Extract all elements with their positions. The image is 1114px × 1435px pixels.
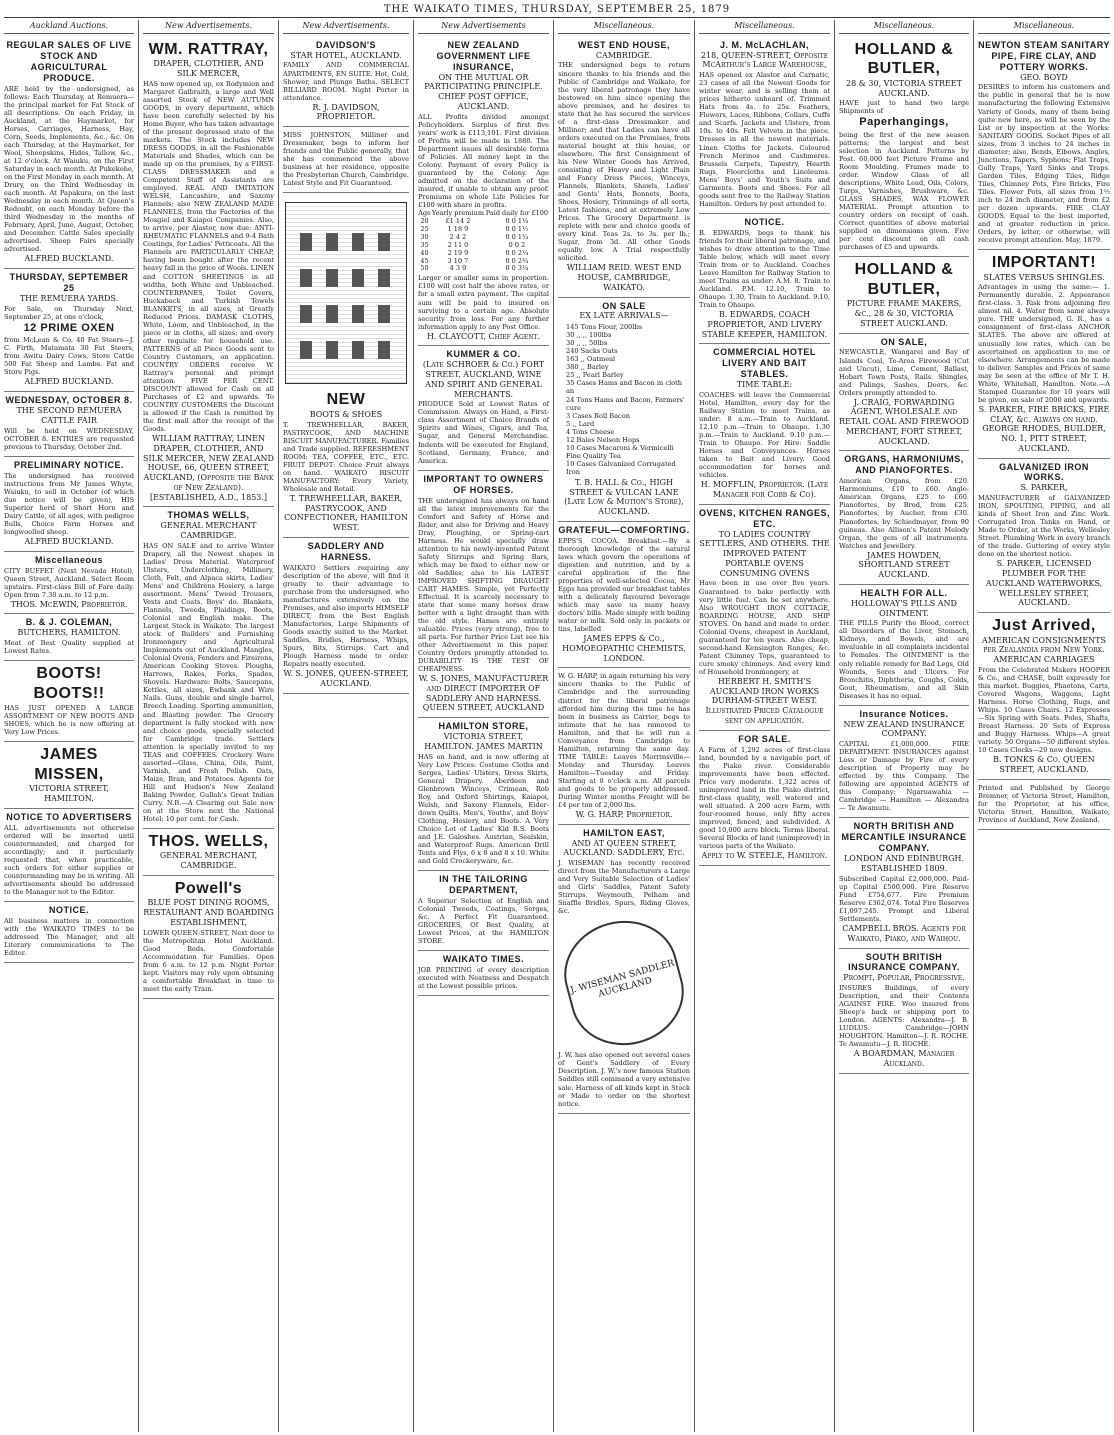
ad-signature: T. B. HALL & Co., HIGH STREET & VULCAN LANE (Late Low & Motion's Store), AUCKLAND.: [564, 477, 684, 517]
ad-body: PRODUCE Sold at Lowest Rates of Commission. Always on Hand, a First-class Assortment of Choice Brands of Spirits and Wines, Cigars, and Tea, Sugar, and General Merchandise. Indents will be executed for England, Scotland, Germany, France, and America.: [418, 400, 549, 465]
ad-signature: T. TREWHEELLAR, BAKER, PASTRYCOOK, AND CONFECTIONER, HAMILTON WEST.: [284, 493, 408, 533]
ad-title: HOLLAND & BUTLER,: [854, 40, 954, 78]
advertisement: [978, 780, 1110, 830]
ad-body: THE undersigned has always on hand all the latest improvements for the Comfort and Safety of Horse and Rider, and also for Driving and Heavy Dray, Ploughing, or Spring-cart Harness. He would specially draw attention to his newly-invented Patent Safety Stirrups and Spring Bars, which may be fixed to either new or old Saddles; also to his LATEST IMPROVED SHIFTING DRAUGHT CART HAMES. Simple, yet Perfectly Effectual. It is scarcely necessary to state that some many horses draw better with a light draught than with the old style. Hames are entirely valuable. Prices (very strong), free to all parts. For further Price List see his other Advertisement in this paper. Country Orders promptly attended to. DURABILITY IS THE TEST OF CHEAPNESS.: [418, 496, 549, 674]
premium-table: [418, 210, 549, 273]
ad-body: All business matters in connection with the WAIKATO TIMES to be addressed The Manager, and all Literary communications to The Editor.: [4, 917, 134, 958]
ad-title: COMMERCIAL HOTEL LIVERY AND BAIT STABLES.: [713, 347, 816, 380]
ad-subtitle: THE REMUERA YARDS.: [19, 293, 119, 303]
ad-signature: S. PARKER, FIRE BRICKS, FIRE CLAY, &c. Always on hand. GEORGE RHODES, BUILDER, NO. 1, PITT STREET, AUCKLAND.: [978, 404, 1110, 453]
ad-body: HAS now opened up, ex Rodymion and Margaret Galbraith, a large and Well assorted Stock of NEW AUTUMN GOODS, in every department, which have been carefully selected by his Home Buyer, who has taken advantage of the present depressed state of the markets. The Stock includes NEW DRESS GOODS, in all the Fashionable Materials and Shades, which can be made up on the premises, by a FIRST-CLASS DRESSMAKER and a Competent Staff of Assistants are employed. REAL AND IMITATION WELSH, Lancashire, and Saxony Flannels; also NEW ZEALAND MADE FLANNELS, from the Factories of the Mosgiel and Kaiapoi Companies. Also, to arrive, per Alastor, now due: ANTI-RHEUMATIC FLANNELS and 9-4 Bath Coatings, for Ladies' Petticoats. All the Flannels are PARTICULARLY CHEAP, having been bought after the recent heavy fall in the price of Wools. LINEN and COTTON SHEETINGS in all widths, both White and Unbleached. COUNTERPANES, Toilet Covers, Huckaback and Turkish Towels BLANKETS, in all sizes, at Greatly Reduced Prices. DAMASK CLOTHS, White, Loom, and Unbleached, in the piece or in cloths, all sizes; and every other requisite for household use. PATTERNS of all Piece Goods sent to Country Customers, on application. COUNTRY ORDERS receive W. Rattray's personal and prompt attention. FIVE PER CENT. DISCOUNT allowed for Cash on all Purchases of £2 and upwards. To COUNTRY CUSTOMERS the Discount is allowed if the Cash is remitted by the first mail after the receipt of the Goods.: [143, 79, 274, 434]
advertisement: [4, 269, 134, 392]
advertisement: [699, 214, 830, 345]
ad-subtitle: VICTORIA STREET, HAMILTON. JAMES MARTIN: [424, 732, 543, 751]
advertisement: [978, 613, 1110, 780]
table-row: [418, 226, 549, 234]
ad-body: Have been in use over five years. Guaranteed to bake perfectly with very little fuel. Can be set anywhere. Also WROUGHT IRON COTTAGE, BOARDING HOUSE, AND SHIP STOVES. On hand and made to order. Colonial Ovens, cheapest in Auckland, guaranteed for ten years. Also cheap, second-hand Kensington Ranges, &c. Patent Chimney Tops, guaranteed to cure smoky chimneys. And every kind of Household Ironmongery, at: [699, 579, 830, 676]
table-cell: 2 19 9: [447, 248, 469, 257]
list-item: 30 ,, ,, 100lbs: [566, 331, 612, 340]
ad-title: ON SALE: [602, 300, 646, 311]
ad-title: IMPORTANT TO OWNERS OF HORSES.: [423, 473, 544, 495]
ad-body: CAPITAL £1,000,000. FIRE DEPARTMENT. INSURANCES against Loss or Damage by Fire of every description of Property may be effected by this Company. The following are appointed AGENTS of this Company: Ngaruawahia — Cambridge — Hamilton — Alexandra — Te Awamutu.: [839, 740, 969, 813]
advertisement: [978, 459, 1110, 614]
ad-title: REGULAR SALES OF LIVE STOCK AND AGRICULTURAL PRODUCE.: [6, 39, 132, 83]
ad-display-line: Paperhangings,: [859, 116, 949, 129]
advertisement: [4, 742, 134, 809]
list-item: 163 ,, Oatmeal: [566, 355, 616, 364]
advertisement: [978, 250, 1110, 458]
ad-body: B. EDWARDS, begs to thank his friends for their liberal patronage, and wishes to draw attention to the Time Table below, which will meet every Train from or to Auckland. Coaches Leave Hamilton for Railway Station to meet Trains as under: A.M. 8. Train to Auckland. P.M. 12.10, Train to Ohaupo. 1.30, Train to Auckland. 9.10, Train to Ohaupo.: [699, 228, 830, 309]
ad-body: MANUFACTURER of GALVANIZED IRON, SPOUTING, PIPING, and all kinds of Sheet Iron and Zinc Work. Corrugated Iron Tanks on Hand, or Made to Order, at the Works, Wellesley Street. Plumbing Work in every branch of the trade. Guttering of every style done on the shortest notice.: [978, 494, 1110, 559]
ad-body: Subscribed Capital £2,000,000. Paid-up Capital £500,000. Fire Reserve Fund £754,677. Fire Premium Reserve £362,074. Total Fire Reserves £1,097,245. Prompt and Liberal Settlements.: [839, 874, 969, 923]
column-heading: Miscellaneous.: [978, 20, 1110, 34]
advertisement: [418, 718, 549, 871]
ad-signature: W. G. HARP, Proprietor.: [575, 809, 673, 819]
ad-subtitle: 28 & 30, VICTORIA STREET AUCKLAND.: [846, 78, 962, 98]
column-heading: New Advertisements: [418, 20, 549, 34]
ad-title: GALVANIZED IRON WORKS.: [999, 461, 1089, 483]
list-item: 35 Cases Hams and Bacon in cloth an: [566, 379, 683, 396]
ad-title: SOUTH BRITISH INSURANCE COMPANY.: [848, 951, 960, 973]
ad-signature: WILLIAM RATTRAY, LINEN DRAPER, CLOTHIER, AND SILK MERCER, NEW ZEALAND HOUSE, 66, QUEEN STREET, AUCKLAND, (Opposite the Bank of New Zealand). [ESTABLISHED, A.D., 1853.]: [143, 434, 274, 502]
advertisement: [839, 706, 969, 819]
column-heading: Miscellaneous.: [558, 20, 690, 34]
ad-title: J. M. McLACHLAN,: [720, 39, 809, 50]
ad-subtitle: NEW ZEALAND INSURANCE COMPANY.: [843, 719, 965, 739]
advertisement: [4, 457, 134, 552]
table-cell: 45: [420, 256, 429, 265]
ad-title: Just Arrived,: [992, 617, 1096, 635]
ad-subtitle: LONDON AND EDINBURGH. ESTABLISHED 1809.: [843, 854, 965, 874]
advertisement: [839, 585, 969, 706]
ad-title: THOMAS WELLS,: [167, 510, 250, 521]
table-row: [418, 218, 549, 226]
advertisement: [699, 505, 830, 731]
ad-title: HEALTH FOR ALL.: [860, 587, 948, 598]
ad-subtitle: PICTURE FRAME MAKERS, &c., 28 & 30, VICTORIA STREET AUCKLAND.: [846, 299, 962, 328]
table-cell: 25: [420, 224, 429, 233]
column-heading: Miscellaneous.: [699, 20, 830, 34]
column-heading: New Advertisements.: [283, 20, 409, 34]
ad-title: B. & J. COLEMAN,: [25, 617, 113, 628]
ad-title: FOR SALE.: [738, 733, 791, 744]
ad-body: CITY BUFFET (Next Nevada Hotel), Queen Street, Auckland. Select Room upstairs. First-class Bill of Fare daily. Open from 7.30 a.m. to 12 p.m.: [4, 566, 134, 599]
ad-subtitle: STAR HOTEL, AUCKLAND.: [290, 50, 402, 60]
ad-subtitle: GENERAL MERCHANT CAMBRIDGE.: [160, 521, 257, 541]
shop-engraving: [285, 202, 407, 384]
table-cell: Yearly premium: [431, 209, 484, 218]
column-3: [279, 20, 414, 1432]
table-cell: 0 0 2: [508, 240, 526, 249]
ad-signature: W. S. JONES, QUEEN-STREET, AUCKLAND.: [283, 669, 409, 688]
advertisement: [4, 809, 134, 902]
ad-title: PRELIMINARY NOTICE.: [13, 459, 124, 470]
advertisement: [143, 876, 274, 999]
list-item: 25 ,, Pearl Barley: [566, 371, 624, 380]
ad-body: HAS JUST OPENED A LARGE ASSORTMENT OF NEW BOOTS AND SHOES, which he is now offering at Very Low Prices.: [4, 704, 134, 737]
ad-signature: THOS. McEWIN, Proprietor.: [10, 599, 128, 609]
table-cell: 0 0 2¾: [505, 256, 529, 265]
table-cell: 2 4 2: [449, 232, 467, 241]
list-item: 5 ,, Lard: [566, 419, 595, 428]
advertisement: [4, 392, 134, 457]
ad-body: American Organs, from £20. Harmoniums, £10 to £60. Anglo-American Organs, £25 to £60. Pianofortes, by Brod, from £25. Pianofortes, by Aucher, from £30. Pianofortes, by Schiedmayer, from 90 guineas. Also Allison's Patent Melody Organ, the gem of all instruments. Watches and Jewellery.: [839, 477, 969, 550]
advertisement: [4, 902, 134, 963]
ad-title: ON SALE,: [880, 336, 928, 347]
table-row: [418, 242, 549, 250]
ad-title: IMPORTANT!: [991, 254, 1097, 272]
ad-signature: ALFRED BUCKLAND.: [24, 254, 114, 264]
advertisement: [978, 37, 1110, 250]
advertisement: [418, 951, 549, 996]
ad-subtitle: ON THE MUTUAL OR PARTICIPATING PRINCIPLE. CHIEF POST OFFICE, AUCKLAND.: [424, 72, 543, 111]
ad-subtitle: BLUE POST DINING ROOMS, RESTAURANT AND BOARDING ESTABLISHMENT,: [143, 898, 274, 927]
table-cell: 0 0 2¼: [505, 248, 529, 257]
ad-title: SADDLERY AND HARNESS.: [307, 540, 385, 562]
advertisement: [699, 344, 830, 505]
table-cell: 0 0 3¼: [505, 264, 529, 273]
list-item: 30 ,, ,, 50lbs: [566, 339, 608, 348]
ad-body: A Superior Selection of English and Colonial Tweeds, Coatings, Serges, &c. A Perfect Fit Guaranteed. GROCERIES, Of Best Quality, at Lowest Prices, at the HAMILTON STORE.: [418, 897, 549, 946]
ad-title: NEWTON STEAM SANITARY PIPE, FIRE CLAY, AND POTTERY WORKS.: [978, 39, 1110, 72]
ad-body-continued: being the first of the new season patterns; the largest and best selection in Auckland. Patterns by Post. 60,000 feet Picture Frame and Room Moulding. Frames made to order. Window Glass of all descriptions, White Lead, Oils, Colors, Turps, Varnishes, Brushware, &c. GLASS SHADES, WAX FLOWER MATERIAL. Prompt attention to country orders on receipt of cash. Correct quantities of above material supplied on dimensions given. Five per cent discount on all cash purchases of £5 and upwards.: [839, 130, 969, 252]
goods-list: [566, 323, 690, 476]
ad-body: HAS ON SALE and to arrive Winter Drapery, all the Newest shapes in Ladies' Dress Material. Waterproof Ulsters, Underclothing, Millinery, Cloth, Felt, and Alpaca skirts, Ladies' Mens' and Childrens Hosiery, a large assortment. Mens' Tweed Trousers, Vests and Coats. Boys' do. Blankets, Flannels, Tweeds, Plaidings, Boots, Colonial and English make. The Largest Stock in Waikato. The largest stock of Builders' and Furnishing Ironmongery and Agricultural Implements out of Auckland. Mangles, Colonial Ovens, Fenders and Fireirons, American Cooking Stoves. Ploughs, Harrows, Rakes, Forks, Spades, Shovels. Hardware: Bolts, Saucepans, Kettles, all sizes, Ewbank and Wire Nails. Guns, double and single barrel, Breech Loading. Sporting ammunition, and Blasting powder. The Grocery department is fully stocked with new and choice goods, specially selected for Cambridge trade. Settlers attention is specially invited to my TEAS and COFFEES. Crockery Ware assorted—Glass, China, Oils, Paint, Varnish, and Fresh Polish. Oats, Maize, Bran, and Potatoes. Agents for Hill and Hudson's New Zealand Baking Powder, Gullah's Great Indian Curry. N.B.—A Clearing out Sale now on at the Store next the National Hotel; 10 per cent. for Cash.: [143, 541, 274, 823]
ad-title: WEST END HOUSE,: [577, 39, 670, 50]
table-row: [418, 210, 549, 218]
advertisement: [143, 829, 274, 876]
list-item: 10 Cases Macaroni & Vermicelli: [566, 443, 674, 452]
ad-body: ARE held by the undersigned, as follows: Each Thursday, at Remuera—the principal market for Fat Stock of all descriptions. On each Friday, in Auckland, at the Haymarket, for Horses, Carriages, Harness, Hay, Corn, Seeds, Implements, &c., &c. On each Thursday, at the Haymarket, for Wool, Sheepskins, Hides, Tallow, &c., at 12 o'clock. At Waiuku, on the First Saturday in each month. At Pukekohe, on the First Monday in each month. At Drury, on the Third Wednesday in each month. At Papakura, on the last Wednesday in each month. At Queen's Redoubt, on each Monday before the third Wednesday in the months of February, April, June, August, October, and December. Cattle Sales specially advertised. Sheep Fairs specially advertised.: [4, 84, 134, 254]
ad-title: DAVIDSON'S: [316, 39, 376, 50]
list-item: Fine Quality Tea: [566, 451, 621, 460]
ad-title: KUMMER & CO.: [446, 349, 521, 360]
advertisement: [839, 334, 969, 452]
column-5: [554, 20, 695, 1432]
advertisement: [558, 825, 690, 1114]
ad-title: NOTICE TO ADVERTISERS: [6, 811, 132, 822]
ad-title: HAMILTON EAST,: [583, 827, 665, 838]
ad-signature: B. TONKS & Co. QUEEN STREET, AUCKLAND.: [993, 755, 1095, 775]
ad-title: GRATEFUL—COMFORTING.: [558, 524, 690, 535]
ad-title: HOLLAND & BUTLER,: [854, 261, 954, 298]
ad-body: NEWCASTLE, Wangarei and Bay of Islands Coal, Te-Aroa Firewood (Cut and Uncut), Lime, Cement, Ballast, Hobart Town Posts, Rails. Shingles, and Palings, Sashes, Doors, &c. Orders promptly attended to.: [839, 348, 969, 397]
column-heading: New Advertisements.: [143, 20, 274, 34]
ad-body: FAMILY AND COMMERCIAL APARTMENTS, EN SUITE. Hot, Cold, Shower, and Plunge Baths. SELECT BILLIARD ROOM. Night Porter in attendance.: [283, 61, 409, 102]
ad-title: WEDNESDAY, OCTOBER 8.: [5, 395, 133, 406]
ad-subtitle: GEO. BOYD: [1020, 72, 1068, 82]
ad-body: A Farm of 1,292 acres of first-class land, bounded by a navigable part of the Piako river. Considerable improvements have been effected. Price very moderate. 1,322 acres of unimproved land in the Piako district, first-class quality, well watered and well situated. A 200 acre Farm, with four-roomed house, only fifty acres improved, fenced, and subdivided. A good 10,000 acre block. Terms liberal. Several Blocks of land (unimproved) in various parts of the Waikato.: [699, 745, 830, 850]
ad-body-continued: J. W. has also opened out several cases of Gent's Saddlery of Every Description. J. W.'s now famous Station Saddles still command a very extensive sale. Harness of all kinds kept in Stock or Made to order on the shortest notice.: [558, 1051, 690, 1108]
table-cell: 35: [420, 240, 429, 249]
ad-body: INSURES Buildings, of every Description, and their Contents AGAINST FIRE. Woo insured from Sheep's back or shipping port to London. AGENTS: Alexandra—J. B. LUDLUS. Cambridge—JOHN HOUGHTON. Hamilton—J. R. ROCHE. Te Awamutu—J. R. ROCHE.: [839, 984, 969, 1049]
ad-title: OVENS, KITCHEN RANGES, ETC.: [699, 507, 831, 529]
ad-title: ORGANS, HARMONIUMS, AND PIANOFORTES.: [844, 454, 964, 476]
ad-subtitle: DRAPER, CLOTHIER, AND SILK MERCER,: [153, 59, 264, 79]
ad-signature: J. CRAIG, FORWARDING AGENT, WHOLESALE and RETAIL COAL AND FIREWOOD MERCHANT, FORT STREET, AUCKLAND.: [839, 397, 969, 446]
ad-signature: B. EDWARDS, COACH PROPRIETOR, AND LIVERY STABLE KEEPER, HAMILTON.: [701, 310, 828, 339]
advertisement: [418, 346, 549, 470]
ad-body: JOB PRINTING of every description executed with Neatness and Despatch at the Lowest possible prices.: [418, 966, 549, 991]
ad-signature: WILLIAM REID. WEST END HOUSE, CAMBRIDGE, WAIKATO.: [566, 263, 682, 292]
advertisement: [839, 37, 969, 257]
ad-title: JAMES MISSEN,: [34, 746, 104, 783]
advertisement: [418, 37, 549, 347]
saddle-emblem: J. WISEMAN SADDLER AUCKLAND: [554, 909, 695, 1058]
ad-body: WAIKATO Settlers requiring any description of the above, will find it greatly to their advantage to purchase from the undersigned, who manufactures extensively on the Premises, and also imports HIMSELF DIRECT, from the Best English Manufactories, Large Shipments of Goods exactly suited to the Market. Saddles, Bridles, Harness, Whips, Spurs, Bits, Stirrups. Cart and Plough Harness made to order. Repairs neatly executed.: [283, 563, 409, 669]
ad-body-continued: from McLean & Co. 40 Fat Steers—J. C. Firth, Matamata 30 Fat Steers, from Awitu Dairy Cows, Store Cattle 500 Fat Sheep and Lambs. Fat and Store Pigs.: [4, 336, 134, 377]
ad-title: IN THE TAILORING DEPARTMENT,: [439, 874, 528, 896]
advertisement: [283, 37, 409, 127]
ad-subtitle: (Late SCHROER & Co.) FORT STREET, AUCKLAND, WINE AND SPIRIT AND GENERAL MERCHANTS.: [422, 360, 545, 399]
ad-signature: S. PARKER, LICENSED PLUMBER FOR THE AUCKLAND WATERWORKS, WELLESLEY STREET, AUCKLAND.: [985, 559, 1103, 608]
ad-title: THOS. WELLS,: [148, 832, 269, 850]
ad-body: J. WISEMAN has recently received direct from the Manufacturers a Large and Very Suitable Selection of Ladies' and Girls' Saddles, Patent Safety Stirrups, Weymouth, Pelham and Snaffle Bridles, Spurs, Riding Gloves, &c.: [558, 859, 690, 916]
advertisement: [699, 731, 830, 866]
list-item: 10 Cases Galvanized Corrugated Iron: [566, 459, 676, 476]
advertisement: [283, 538, 409, 694]
table-cell: 50: [420, 264, 429, 273]
advertisement: [558, 668, 690, 824]
ad-body: HAS on hand, and is now offering at Very Low Prices: Costume Cloths and Serges, Ladies' Ulsters, Dress Skirts, General Drapery. Aberdeen and Glenbrown Winceys, Crimean, Rob Roy, and Oxford Shirtings, Kaiapoi, Welsh, and Saxony Flannels, Eider-down Quilts. Men's, Youths', and Boys' Clothing, Hosiery, and Boots. A Very Choice Lot of Ladies' Kid B.S. Boots and J.E. Galoshes. Austrian, Sealskin, and Waterproof Rugs. American Drill Tents and Flys, 6 x 8 and 8 x 10. White and Gold Crockeryware, &c.: [418, 752, 549, 866]
ad-body: T. TREWHEELLAR, BAKER, PASTRYCOOK, AND MACHINE BISCUIT MANUFACTURER. Families and Trade supplied. REFRESHMENT ROOM: TEA, COFFEE, ETC., ETC. FRUIT DEPOT: Choice Fruit always on hand. WAIKATO BISCUIT MANUFACTORY: Every Variety, Wholesale and Retail.: [283, 420, 409, 493]
ad-title: NOTICE.: [744, 216, 785, 227]
ad-title: HAMILTON STORE,: [438, 721, 529, 732]
ad-signature: JAMES EPPS & Co., HOMOEOPATHIC CHEMISTS, LONDON.: [562, 634, 686, 663]
table-cell: 3 10 7: [447, 256, 469, 265]
ad-body: EPPS'S COCOA. Breakfast.—By a thorough knowledge of the natural laws which govern the operations of digestion and nutrition, and by a careful application of the fine properties of well-selected Cocoa, Mr Epps has provided our breakfast tables with a delicately flavoured beverage which may save us many heavy doctors' bills. Made simply with boiling water or milk. Sold only in packets or tins, labelled: [558, 536, 690, 634]
ad-signature: ALFRED BUCKLAND.: [24, 377, 114, 387]
advertisement: [839, 451, 969, 584]
ad-subtitle: AMERICAN CONSIGNMENTS per Zealandia from New York. AMERICAN CARRIAGES: [982, 635, 1106, 665]
ad-title: NEW ZEALAND GOVERNMENT LIFE INSURANCE,: [436, 39, 531, 72]
ad-body: HAS opened ex Alastor and Carnatic, 23 cases of all the Newest Goods for winter wear, and is selling them at prices hitherto unheard of. Trimmed Hats from 4s. to 25s. Feathers, Flowers, Laces, Ribbons, Collars, Cuffs and Scarfs. Jackets and Ulsters, from 10s. to 40s. Felt Velvets in the piece. Dresses in all the newest materials. Linen Cloths for Jackets. Coloured French Merinos and Cashmeres. Brussels Carpets, Tapestry, Hearth Rugs, Floorcloths and Linoleums. Mens' Boys' and Youth's Suits and Garments. Boots and Shoes. For all goods sent free to the Railway Station Hamilton. Orders by post attended to.: [699, 71, 830, 208]
column-heading: Miscellaneous.: [839, 20, 969, 34]
table-cell: £1 14 2: [445, 216, 471, 225]
ad-subtitle: TO LADIES COUNTRY SETTLERS, AND OTHERS. THE IMPROVED PATENT PORTABLE OVENS CONSUMING OVENS: [699, 529, 830, 578]
table-cell: Age: [418, 209, 431, 218]
ad-body: Printed and Published by George Bremner, of Victoria Street, Hamilton, for the Proprietor, at his office, Victoria Street, Hamilton, Waikato, Province of Auckland, New Zealand.: [978, 783, 1110, 824]
ad-signature: H. MOFFLIN, Proprietor. (Late Manager for Cobb & Co).: [700, 480, 829, 500]
ad-body: Will be held on WEDNESDAY, OCTOBER 8. ENTRIES are requested previous to Thursday, October 2nd.: [4, 426, 134, 451]
ad-signature: CAMPBELL BROS. Agents for Waikato, Piako, and Waihou.: [842, 924, 966, 943]
advertisement: [558, 298, 690, 522]
advertisement: [143, 37, 274, 508]
masthead: [0, 0, 1114, 18]
ad-subtitle: VICTORIA STREET, HAMILTON.: [29, 784, 109, 804]
ad-body: The undersigned has received instructions from Mr James Whyte, Waiuku, to sell in October (of which due notice will be given), HIS Superior herd of Short Horn and Dairy Cattle, of all ages, with pedigree Bulls, Choice Farm Horses and longwoolled sheep.: [4, 471, 134, 536]
advertisement: [418, 871, 549, 951]
list-item: 4 Tons Cheese: [566, 427, 615, 436]
column-6: [695, 20, 835, 1432]
advertisement: [839, 257, 969, 333]
ad-subtitle: EX LATE ARRIVALS—: [579, 311, 669, 321]
ad-subtitle: S. PARKER,: [1020, 483, 1068, 493]
masthead-title: THE WAIKATO TIMES, THURSDAY, SEPTEMBER 25, 1879: [383, 4, 731, 15]
ad-signature: ALFRED BUCKLAND.: [24, 536, 114, 546]
ad-subtitle: CAMBRIDGE.: [595, 50, 653, 60]
ad-subtitle: BOOTS & SHOES: [309, 409, 383, 419]
advertisement: [283, 127, 409, 193]
ad-body: Meat of Best Quality supplied at Lowest Rates.: [4, 639, 134, 656]
advertisement: [283, 193, 409, 538]
column-heading: Auckland Auctions.: [4, 20, 134, 34]
ad-title: Powell's: [174, 879, 243, 897]
table-cell: Paid daily for £100: [485, 209, 549, 218]
table-cell: 1 18 9: [447, 224, 469, 233]
table-row: [418, 258, 549, 266]
ad-subtitle: GENERAL MERCHANT, CAMBRIDGE.: [159, 851, 258, 871]
ad-title: WAIKATO TIMES.: [442, 954, 525, 965]
table-cell: 0 0 1¼: [505, 216, 529, 225]
ad-title: NORTH BRITISH AND MERCANTILE INSURANCE COMPANY.: [841, 821, 967, 854]
advertisement: [839, 818, 969, 948]
ad-body: COACHES will leave the Commercial Hotel, Hamilton, every day for the Railway Station to meet Trains, as under: 8 a.m.—Train to Auckland. 12.10 p.m.—Train to Ohaupo. 1.30 p.m.—Train to Auckland. 9.10 p.m.—Train to Ohaupo. For Hire: Saddle Horses and Conveyances. Horses taken to Bait and Livery. Good accommodation for horses and vehicles.: [699, 390, 830, 480]
table-row: [418, 234, 549, 242]
ad-subtitle: 218, QUEEN-STREET, Opposite McArthur's Large Warehouse,: [700, 50, 829, 70]
ad-body: MISS JOHNSTON, Milliner and Dressmaker, begs to inform her friends and the Public generally, that she has commenced the above business at her residence, opposite the Presbyterian Church, Cambridge. Latest Style and Fit Guaranteed.: [283, 131, 409, 188]
ad-title: WM. RATTRAY,: [148, 40, 269, 58]
table-cell: 30: [420, 232, 429, 241]
table-cell: 20: [420, 216, 429, 225]
list-item: 145 Tons Flour, 200lbs: [566, 323, 643, 332]
ad-signature: Apply to W. STEELE, Hamilton.: [701, 850, 828, 860]
ad-subtitle: AND AT QUEEN STREET, AUCKLAND. SADDLERY, Etc.: [563, 838, 685, 858]
advertisement: [4, 552, 134, 615]
ad-signature: A BOARDMAN, Manager Auckland.: [853, 1049, 955, 1069]
ad-title: Insurance Notices.: [859, 708, 949, 719]
list-item: 12 Bales Nelson Hops: [566, 435, 640, 444]
ad-signature: H. CLAYCOTT, Chief Agent.: [426, 331, 541, 341]
ad-title: THURSDAY, SEPTEMBER 25: [9, 272, 129, 293]
column-8: [974, 20, 1114, 1432]
list-item: 380 ,, Barley: [566, 363, 609, 372]
column-1: [0, 20, 139, 1432]
ad-subtitle: Prompt, Popular, Progressive.: [843, 973, 965, 983]
ad-body: THE undersigned begs to return sincere thanks to his friends and the Public of Cambridge and Waikato, for the very liberal patronage they have bestowed on him since opening the above premises, and he desires to state that he has secured the services of a first-class Dressmaker and Milliner; and that Ladies can have all orders executed on the Premises, from material bought at this house, or elsewhere. The first Consignment of his New Winter Goods has Arrived, consisting of Heavy and Light Plain and Fancy Dress Pieces, Winceys, Flannels, Blankets, Shawls, Ladies' and Gents' Hats, Bonnets, Boots, Shoes, Hosiery, Trimmings of all sorts, Latest fashions, and at extremely Low Prices. The Grocery Department is replete with new and choice goods of every kind. Teas 2s. to 3s. per lb.; Sugar, from 3d. All other Goods equally low. A Trial respectfully solicited.: [558, 61, 690, 263]
ad-subtitle: BUTCHERS, HAMILTON.: [17, 628, 121, 638]
ad-body: From the Celebrated Makers HOOPER & Co., and CHASE, built expressly for this market. Buggies, Phaetons, Carts, Covered Wagons, Waggons, Light Harness. Horse Clothing, Rugs, and Whips. 10 Cases Chairs. 12 Expresses—Six Spring with Seats. Poles, Shafts, Breast Harness. 20 Sets of Express and Buggy Harness. Whips—A great variety. 50 Organs—50 different styles. 10 Cases Clocks—20 new designs.: [978, 665, 1110, 755]
list-item: 3 Cases Roll Bacon: [566, 411, 630, 420]
advertisement: [699, 37, 830, 214]
ad-display-line: 12 PRIME OXEN: [23, 321, 115, 334]
table-cell: 0 0 1½: [505, 224, 529, 233]
advertisement: [418, 471, 549, 719]
ad-signature: R. J. DAVIDSON, PROPRIETOR.: [312, 102, 380, 122]
ad-body: W. G. HARP, in again returning his very sincere thanks to the Public of Cambridge and the surrounding district for the liberal patronage afforded him during the time he has been in business as Carrier, begs to intimate that he has removed to Hamilton, and that he will run a Conveyance from Cambridge to Hamilton, returning the same day. TIME TABLE: Leaves Morrinsville—Monday and Thursday. Leaves Hamilton—Tuesday and Friday. Starting at 8 o'clock a.m. All parcels and goods to be properly addressed. During Winter months Freight will be £4 per ton of 2,000 lbs.: [558, 672, 690, 809]
ad-subtitle: THE SECOND REMUERA CATTLE FAIR: [16, 406, 122, 425]
table-row: [418, 250, 549, 258]
ad-subtitle: HOLLOWAY'S PILLS AND OINTMENT.: [851, 598, 957, 618]
ad-title: Miscellaneous: [34, 554, 104, 565]
advertisement: [4, 614, 134, 661]
ad-signature: HERBERT H. SMITH'S AUCKLAND IRON WORKS DURHAM-STREET WEST. Illustrated Priced Catalogue sent on application.: [705, 676, 824, 725]
column-4: [414, 20, 554, 1432]
masthead-rule: [4, 17, 1110, 18]
ad-signature: W. S. JONES, MANUFACTURER and DIRECT IMPORTER OF SADDLERY AND HARNESS. QUEEN STREET, AUCKLAND: [418, 674, 549, 713]
advertisement: [4, 37, 134, 269]
ad-body: ALL advertisements not otherwise ordered will be inserted until countermanded, and charged for accordingly; and it particularly requested that, when practicable, such orders for either supplies or countermanding may be in writing. All advertisements should be addressed to the Manager not to the Editor.: [4, 823, 134, 897]
ad-body: ALL Profits divided amongst Policyholders. Surplus of first five years' work is £113,101. First division of Profits will be made in 1880. The Department issues all desirable forms of Policies. All money kept in the Colony. Payment of every Policy is guaranteed by the Colony. Age admitted on the declaration of the insured, if unable to obtain any proof. Premiums on whole Life Policies for £100 with share in profits.: [418, 112, 549, 209]
table-cell: 0 0 1¾: [505, 232, 529, 241]
ad-subtitle: TIME TABLE:: [736, 380, 793, 390]
ad-title: NEW: [326, 391, 366, 409]
ad-body: LOWER QUEEN-STREET, Next door to the Metropolitan Hotel Auckland. Good Beds. Comfortable Accommodation for Families. Open from 6 a.m. to 12 p.m. Night Porter kept. Visitors may rely upon obtaining a comfortable Breakfast in time to meet the early Train.: [143, 928, 274, 993]
ad-signature: JAMES HOWDEN, SHORTLAND STREET AUCKLAND.: [858, 550, 950, 580]
advertisement: [143, 507, 274, 829]
ad-body-continued: Larger or smaller sums in proportion. £100 will cost half the above rates, or for a small extra payment. The capital sum will be paid to insured on surviving to a certain age. Absolute security from loss. For any further information apply to any Post Office.: [418, 274, 549, 331]
ad-body: DESIRES to inform his customers and the public in general that he is now manufacturing the following Extensive Variety of Goods, many of them being quite new here, as will be seen by the List or by inspection at the Works: SANITARY GOODS. Socket Pipes of all sizes, from 3 inches to 24 inches in diameter; also, Bends, Elbows, Angles, Junctions, Tapers, Syphons; Flat Traps, Gully Traps, Yard Sinks and Traps. Garden Tiles, Edging Tiles, Ridge Tiles, Chimney Pots, Fire Bricks, Fire Tiles. Flower Pots, all sizes from 1½ inch to 24 inch diameter, and from £2 per dozen upwards. FIRE CLAY GOODS. Equal to the best imported, and at greater reduction in price. Orders, by letter, or otherwise, will receive prompt attention. May, 1879.: [978, 83, 1110, 244]
table-cell: 2 11 0: [447, 240, 469, 249]
list-item: 240 Sacks Oats: [566, 347, 618, 356]
column-2: [139, 20, 279, 1432]
table-cell: 40: [420, 248, 429, 257]
ad-title: NOTICE.: [48, 905, 89, 916]
advertisement: [839, 949, 969, 1074]
table-cell: 4 3 9: [449, 264, 467, 273]
ad-body: THE PILLS Purify the Blood, correct all Disorders of the Liver, Stomach, Kidneys, and Bowels, and are invaluable in all complaints incidental to Females. The OINTMENT is the only reliable remedy for Bad Legs, Old Wounds, Sores and Ulcers. For Bronchitis, Diphtheria, Coughs, Colds, Gout, Rheumatism, and all Skin Diseases it has no equal.: [839, 619, 969, 700]
list-item: 24 Tons Hams and Bacon, Farmers' cure: [566, 395, 685, 412]
column-7: [835, 20, 974, 1432]
ad-subtitle: SLATES VERSUS SHINGLES.: [983, 272, 1105, 282]
ad-title: BOOTS! BOOTS!!: [33, 665, 105, 702]
ad-body: HAVE just to hand two large Shipments of: [839, 99, 969, 116]
ad-body: For Sale, on Thursday Next, September 25, at one o'clock,: [4, 304, 134, 321]
advertisement: [558, 522, 690, 669]
advertisement: [558, 37, 690, 298]
table-row: [418, 265, 549, 273]
advertisement: [4, 661, 134, 742]
ad-body: Advantages in using the same:— 1. Permanently durable. 2. Appearance first-class. 3. Risk from adjoining fire almost nil. 4. Water from same always pure. THE undersigned, G. R., has a consignment of first-class ANCHOR SLATES. The above are offered at unusually low rates, which can be ascertained on application to me or elsewhere. Arrangements can be made to deliver. Samples and Prices of same may be seen at the office of Mr T. H. White, Whitehall, Hamilton. Note.—A Stamped Guarantee for 10 years will be given, on sale of 2000 and upwards.: [978, 283, 1110, 404]
